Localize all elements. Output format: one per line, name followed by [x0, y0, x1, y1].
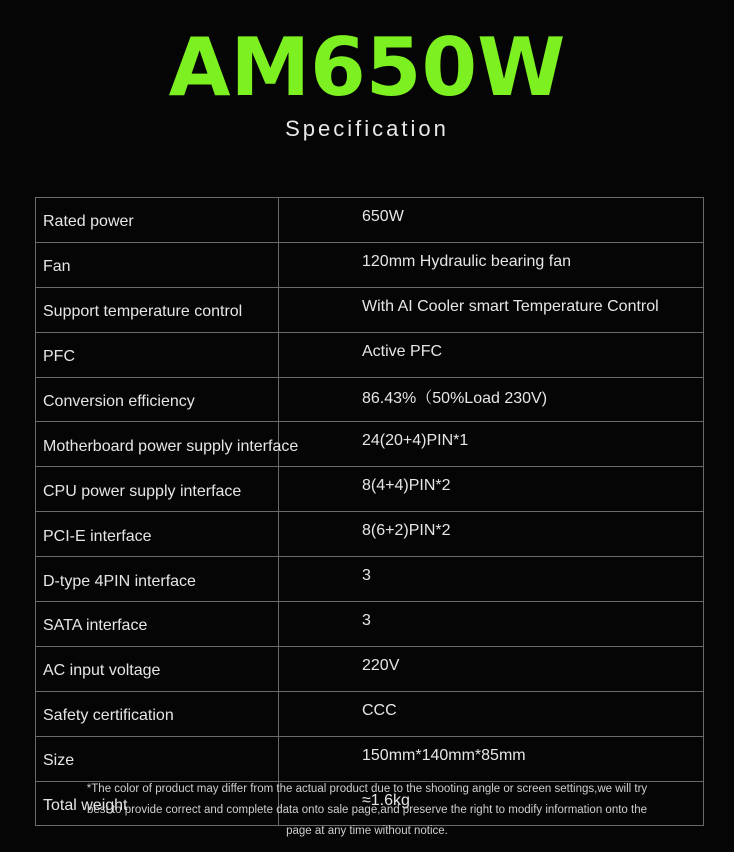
- spec-value: 8(6+2)PIN*2: [279, 512, 704, 557]
- disclaimer-line: *The color of product may differ from the actual product due to the shooting angle or screen settings,we will try: [86, 783, 648, 795]
- table-row: [36, 332, 704, 377]
- spec-label: Motherboard power supply interface: [36, 422, 279, 467]
- table-row: [36, 287, 704, 332]
- spec-label: PFC: [36, 332, 279, 377]
- table-row: [36, 377, 704, 422]
- spec-label: PCI-E interface: [36, 512, 279, 557]
- spec-label: Rated power: [36, 198, 279, 243]
- table-row: [36, 422, 704, 467]
- table-row: [36, 557, 704, 602]
- spec-value: 150mm*140mm*85mm: [279, 736, 704, 781]
- table-row: [36, 602, 704, 647]
- spec-value: ≈1.6kg: [279, 781, 704, 826]
- spec-value: 24(20+4)PIN*1: [279, 422, 704, 467]
- spec-label: Safety certification: [36, 691, 279, 736]
- table-row: [36, 467, 704, 512]
- spec-value: Active PFC: [279, 332, 704, 377]
- spec-value: 8(4+4)PIN*2: [279, 467, 704, 512]
- spec-label: Support temperature control: [36, 287, 279, 332]
- table-row: [36, 242, 704, 287]
- table-row: [36, 691, 704, 736]
- section-subtitle: Specification: [285, 116, 449, 141]
- table-row: [36, 646, 704, 691]
- spec-label: D-type 4PIN interface: [36, 557, 279, 602]
- specification-table: [35, 197, 704, 826]
- spec-value: 650W: [279, 198, 704, 243]
- spec-label: Fan: [36, 242, 279, 287]
- spec-value: CCC: [279, 691, 704, 736]
- table-row: [36, 512, 704, 557]
- disclaimer-note: [50, 779, 684, 842]
- disclaimer-line: best to provide correct and complete data onto sale page,and preserve the right to modify information onto the: [86, 804, 647, 816]
- spec-label: Total weight: [36, 781, 279, 826]
- spec-label: CPU power supply interface: [36, 467, 279, 512]
- spec-value: 220V: [279, 646, 704, 691]
- spec-label: SATA interface: [36, 602, 279, 647]
- spec-value: 86.43%（50%Load 230V): [279, 377, 704, 422]
- disclaimer-line: page at any time without notice.: [286, 825, 448, 837]
- spec-label: AC input voltage: [36, 646, 279, 691]
- spec-value: 120mm Hydraulic bearing fan: [279, 242, 704, 287]
- product-title: AM650W: [168, 21, 566, 114]
- spec-value: 3: [279, 557, 704, 602]
- spec-label: Conversion efficiency: [36, 377, 279, 422]
- spec-label: Size: [36, 736, 279, 781]
- table-row: [36, 198, 704, 243]
- spec-value: With AI Cooler smart Temperature Control: [279, 287, 704, 332]
- table-row: [36, 736, 704, 781]
- spec-value: 3: [279, 602, 704, 647]
